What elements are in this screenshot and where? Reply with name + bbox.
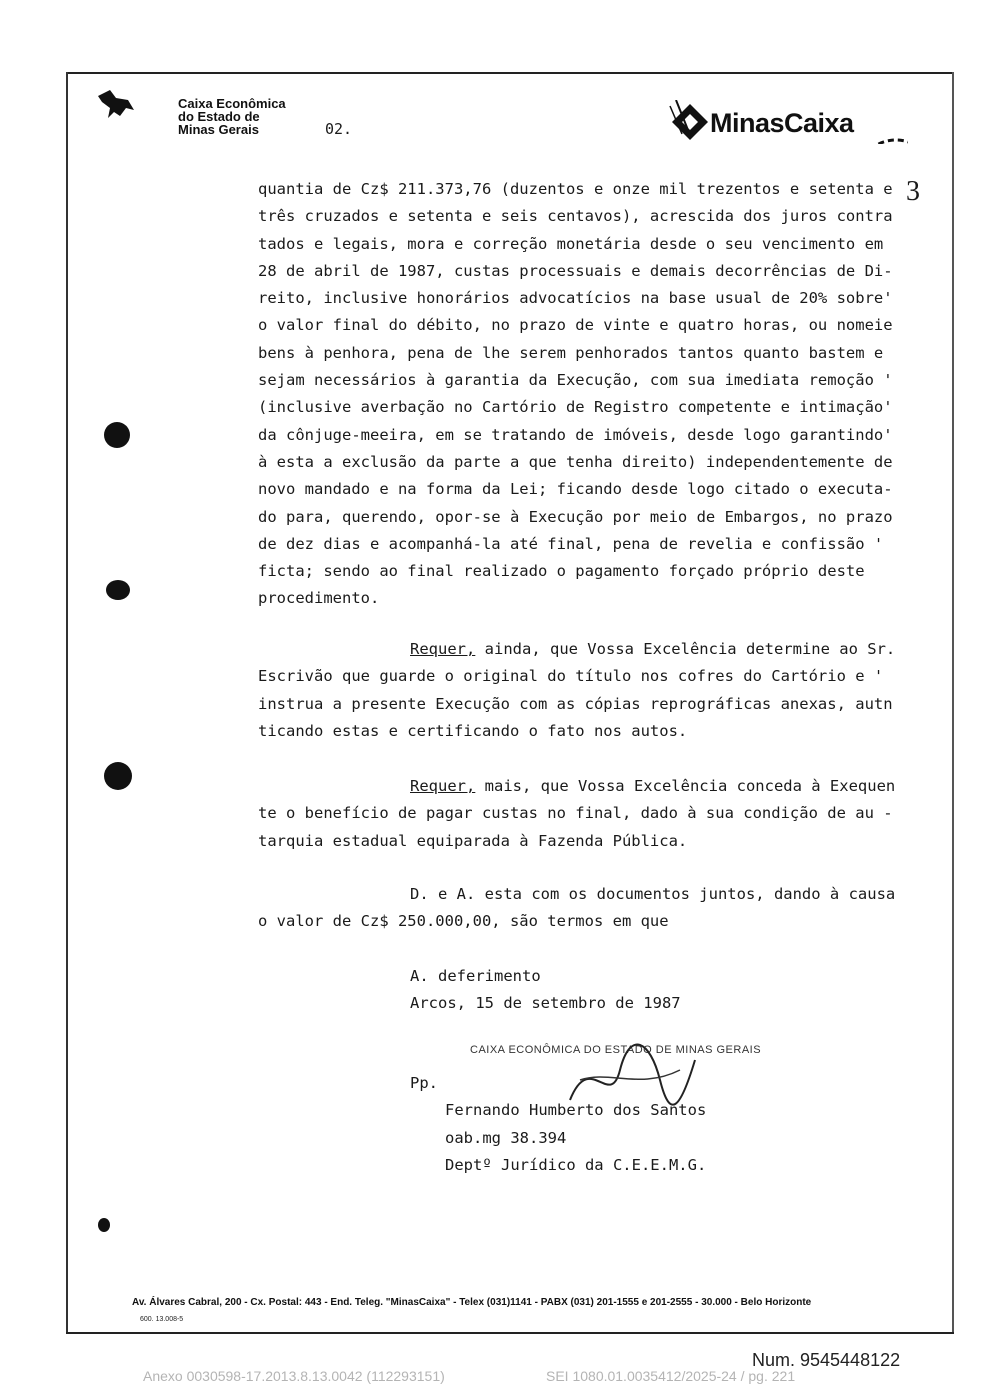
closing-line: A. deferimento (410, 967, 541, 985)
body-line: três cruzados e setenta e seis centavos), acrescida dos juros contra (258, 207, 893, 226)
body-line: quantia de Cz$ 211.373,76 (duzentos e onze mil trezentos e setenta e (258, 180, 893, 198)
page-border-bottom (66, 1332, 954, 1334)
para-line: o valor de Cz$ 250.000,00, são termos em que (258, 912, 669, 931)
body-line: 28 de abril de 1987, custas processuais e demais decorrências de Di- (258, 261, 893, 280)
body-line: à esta a exclusão da parte a que tenha direito) independentemente de (258, 452, 893, 471)
para-line (258, 773, 908, 800)
paragraph-valor-causa (258, 881, 908, 936)
body-line: tados e legais, mora e correção monetária desde o seu vencimento em (258, 234, 884, 253)
closing-line: Arcos, 15 de setembro de 1987 (410, 994, 681, 1013)
signatory-oab: oab.mg 38.394 (445, 1128, 567, 1147)
body-line: ficta; sendo ao final realizado o pagamento forçado próprio deste (258, 562, 865, 581)
document-number: Num. 9545448122 (752, 1350, 901, 1370)
para-line: tarquia estadual equiparada à Fazenda Pública. (258, 831, 688, 850)
page-border-right (952, 72, 954, 1334)
requer-lead: Requer, (410, 640, 476, 658)
punch-hole-mark (106, 580, 130, 600)
para-line: D. e A. esta com os documentos juntos, dando à causa (410, 885, 896, 903)
pp-label: Pp. (410, 1074, 438, 1092)
body-line: procedimento. (258, 589, 380, 608)
petition-body (258, 176, 908, 613)
organization-name (178, 97, 286, 136)
para-line: Escrivão que guarde o original do título nos cofres do Cartório e ' (258, 667, 884, 686)
body-line: sejam necessários à garantia da Execução, com sua imediata remoção ' (258, 371, 893, 390)
para-line-rest: ainda, que Vossa Excelência determine ao Sr. (475, 640, 896, 658)
bird-logo-icon (96, 88, 136, 122)
org-line-2: do Estado de (178, 109, 260, 124)
body-line: de dez dias e acompanhá-la até final, pena de revelia e confissão ' (258, 534, 884, 553)
body-line: da cônjuge-meeira, em se tratando de imóveis, desde logo garantindo' (258, 425, 893, 444)
org-line-1: Caixa Econômica (178, 96, 286, 111)
body-line: reito, inclusive honorários advocatícios na base usual de 20% sobre' (258, 289, 893, 308)
body-line: do para, querendo, opor-se à Execução por meio de Embargos, no prazo (258, 507, 893, 526)
org-line-3: Minas Gerais (178, 122, 259, 137)
punch-hole-mark (98, 1218, 110, 1232)
signature-stamp-text: CAIXA ECONÔMICA DO ESTADO DE MINAS GERAIS (470, 1044, 762, 1056)
punch-hole-mark (104, 422, 130, 448)
body-line: (inclusive averbação no Cartório de Registro competente e intimação' (258, 398, 893, 417)
paragraph-requer-mais (258, 773, 908, 855)
page-stamp-number: 3 (906, 176, 920, 207)
signature-block (410, 1070, 706, 1179)
body-line: o valor final do débito, no prazo de vinte e quatro horas, ou nomeie (258, 316, 893, 335)
page-border-top (66, 72, 954, 74)
brand-name: MinasCaixa (710, 108, 854, 138)
para-line (258, 636, 908, 663)
footer-form-code: 600. 13.008-5 (140, 1316, 184, 1323)
requer-lead: Requer, (410, 777, 476, 795)
sei-reference: SEI 1080.01.0035412/2025-24 / pg. 221 (546, 1368, 796, 1384)
punch-hole-mark (104, 762, 132, 790)
para-line: instrua a presente Execução com as cópias reprográficas anexas, autn (258, 694, 893, 713)
paragraph-requer-ainda (258, 636, 908, 745)
closing-block (410, 963, 681, 1018)
body-line: novo mandado e na forma da Lei; ficando desde logo citado o executa- (258, 480, 893, 499)
para-line-rest: mais, que Vossa Excelência conceda à Exequen (475, 777, 896, 795)
page-border-left (66, 72, 68, 1334)
para-line: te o benefício de pagar custas no final, dado à sua condição de au - (258, 804, 893, 823)
page-number: 02. (325, 120, 353, 138)
para-line: ticando estas e certificando o fato nos autos. (258, 721, 688, 740)
footer-address: Av. Álvares Cabral, 200 - Cx. Postal: 443 - End. Teleg. "MinasCaixa" - Telex (031)1141 - PABX (031) 201-1555 e 201-2555 - 30.000 - Belo Horizonte (132, 1297, 812, 1308)
body-line: bens à penhora, pena de lhe serem penhorados tantos quanto bastem e (258, 343, 884, 362)
annex-reference: Anexo 0030598-17.2013.8.13.0042 (112293151) (143, 1368, 445, 1384)
signatory-name: Fernando Humberto dos Santos (445, 1101, 707, 1120)
signatory-dept: Deptº Jurídico da C.E.E.M.G. (445, 1155, 707, 1174)
